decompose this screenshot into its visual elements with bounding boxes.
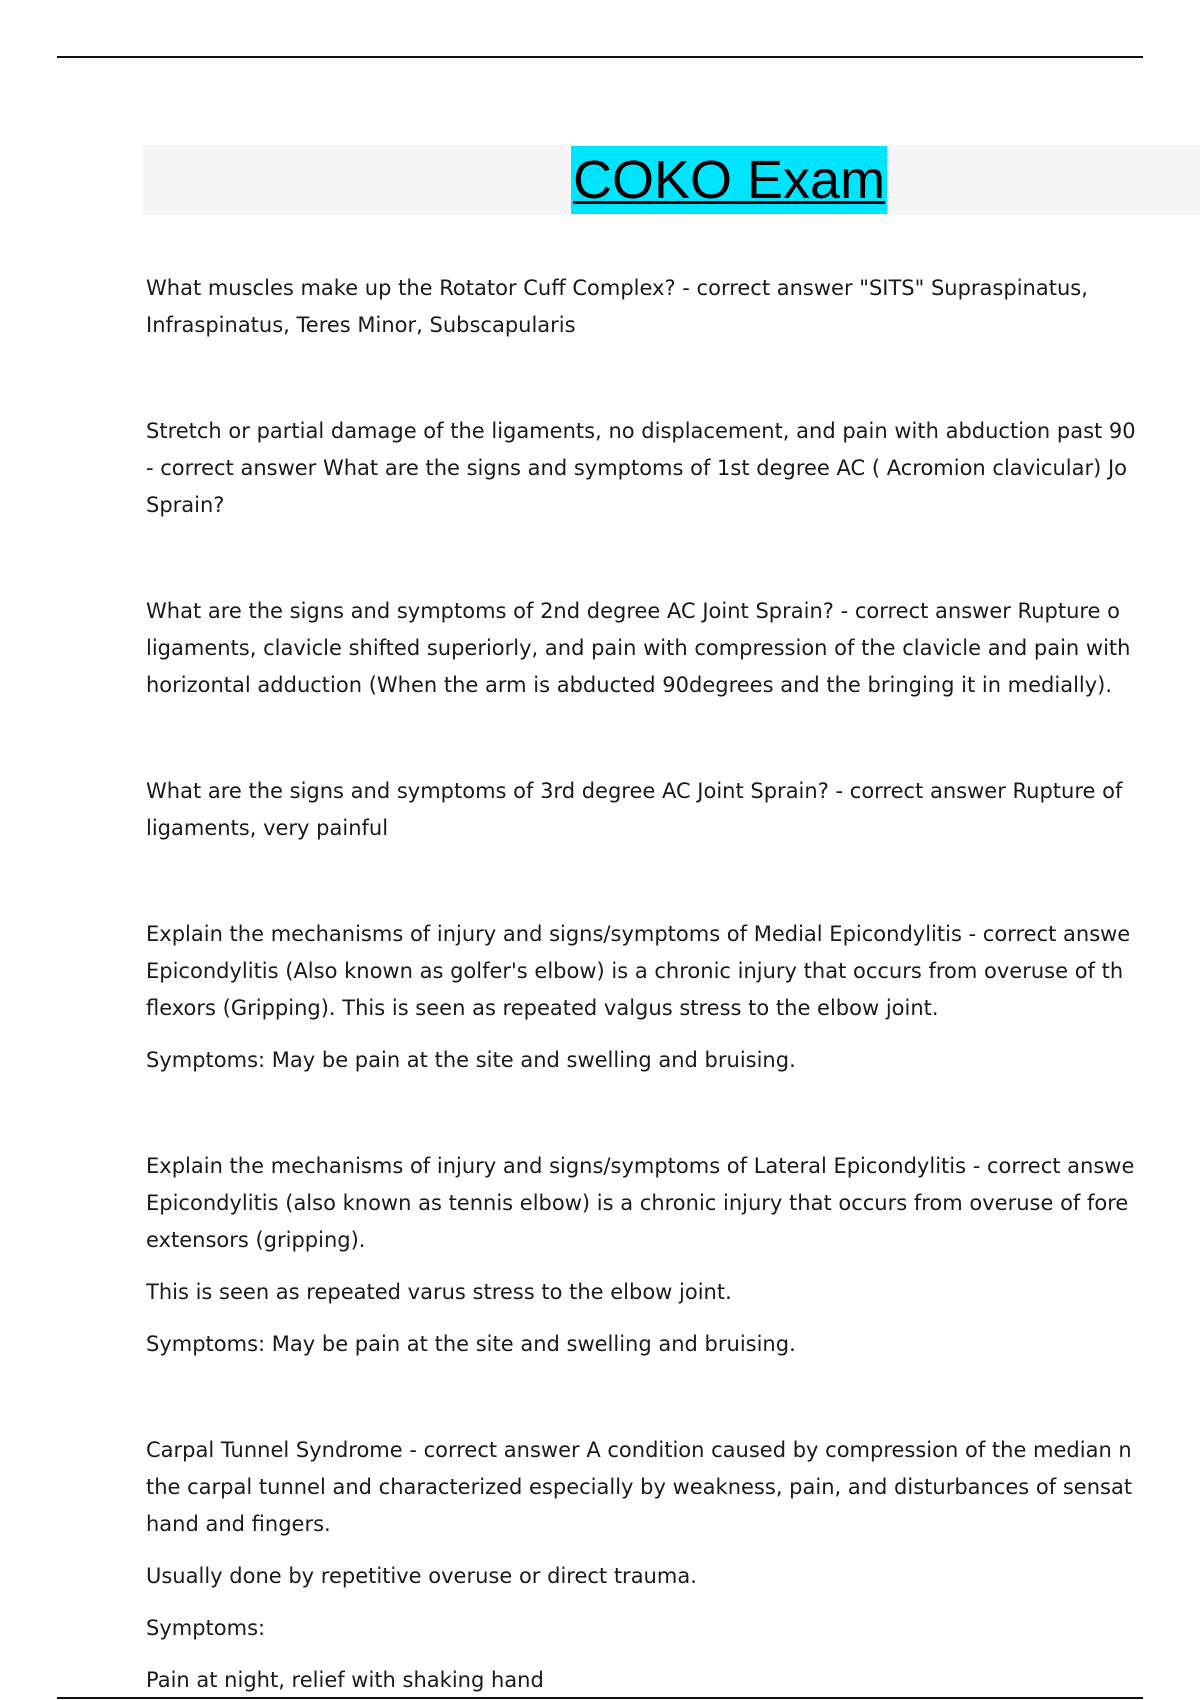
entry-line: What are the signs and symptoms of 3rd degree AC Joint Sprain? - correct answer Rupture of (146, 779, 1123, 803)
entry-extra-line: Usually done by repetitive overuse or direct trauma. (146, 1564, 697, 1588)
qa-entry (146, 413, 1200, 524)
entry-line: Stretch or partial damage of the ligaments, no displacement, and pain with abduction past 90 (146, 419, 1136, 443)
entry-extra-line: Symptoms: May be pain at the site and swelling and bruising. (146, 1332, 796, 1356)
paragraph-gap (146, 1259, 1200, 1274)
entry-line: Epicondylitis (also known as tennis elbow) is a chronic injury that occurs from overuse of fore (146, 1191, 1129, 1215)
paragraph-gap (146, 1595, 1200, 1610)
top-rule (57, 56, 1143, 58)
entry-line: Explain the mechanisms of injury and signs/symptoms of Lateral Epicondylitis - correct answe (146, 1154, 1135, 1178)
entry-line: the carpal tunnel and characterized especially by weakness, pain, and disturbances of sensat (146, 1475, 1133, 1499)
paragraph-gap (146, 1027, 1200, 1042)
qa-entry (146, 1432, 1200, 1699)
entry-line: Carpal Tunnel Syndrome - correct answer A condition caused by compression of the median n (146, 1438, 1132, 1462)
entry-gap (146, 847, 1200, 916)
entry-line: Sprain? (146, 493, 225, 517)
document-body (146, 270, 1200, 1700)
entry-line: ligaments, very painful (146, 816, 389, 840)
paragraph-gap (146, 1311, 1200, 1326)
qa-entry (146, 773, 1200, 847)
qa-entry (146, 593, 1200, 704)
entry-extra-line: Symptoms: (146, 1616, 266, 1640)
entry-line: What are the signs and symptoms of 2nd degree AC Joint Sprain? - correct answer Rupture o (146, 599, 1120, 623)
entry-gap (146, 1363, 1200, 1432)
entry-line: Infraspinatus, Teres Minor, Subscapularis (146, 313, 576, 337)
document-title: COKO Exam (571, 146, 887, 214)
entry-gap (146, 524, 1200, 593)
entry-extra-line: Symptoms: May be pain at the site and swelling and bruising. (146, 1048, 796, 1072)
entry-line: flexors (Gripping). This is seen as repeated valgus stress to the elbow joint. (146, 996, 939, 1020)
entry-gap (146, 1079, 1200, 1148)
entry-gap (146, 704, 1200, 773)
entry-line: - correct answer What are the signs and symptoms of 1st degree AC ( Acromion clavicular) Jo (146, 456, 1128, 480)
qa-entry (146, 270, 1200, 344)
qa-entry (146, 1148, 1200, 1363)
entry-extra-line: This is seen as repeated varus stress to the elbow joint. (146, 1280, 732, 1304)
entry-line: ligaments, clavicle shifted superiorly, and pain with compression of the clavicle and pain with (146, 636, 1131, 660)
entry-extra-line: Pain at night, relief with shaking hand (146, 1668, 544, 1692)
entry-line: hand and fingers. (146, 1512, 331, 1536)
entry-gap (146, 344, 1200, 413)
bottom-rule (57, 1697, 1143, 1699)
entry-line: horizontal adduction (When the arm is abducted 90degrees and the bringing it in medially). (146, 673, 1113, 697)
entry-line: Explain the mechanisms of injury and signs/symptoms of Medial Epicondylitis - correct answe (146, 922, 1131, 946)
paragraph-gap (146, 1647, 1200, 1662)
entry-line: extensors (gripping). (146, 1228, 366, 1252)
qa-entry (146, 916, 1200, 1079)
entry-line: What muscles make up the Rotator Cuff Complex? - correct answer "SITS" Supraspinatus, (146, 276, 1088, 300)
entry-line: Epicondylitis (Also known as golfer's elbow) is a chronic injury that occurs from overuse of th (146, 959, 1124, 983)
paragraph-gap (146, 1543, 1200, 1558)
